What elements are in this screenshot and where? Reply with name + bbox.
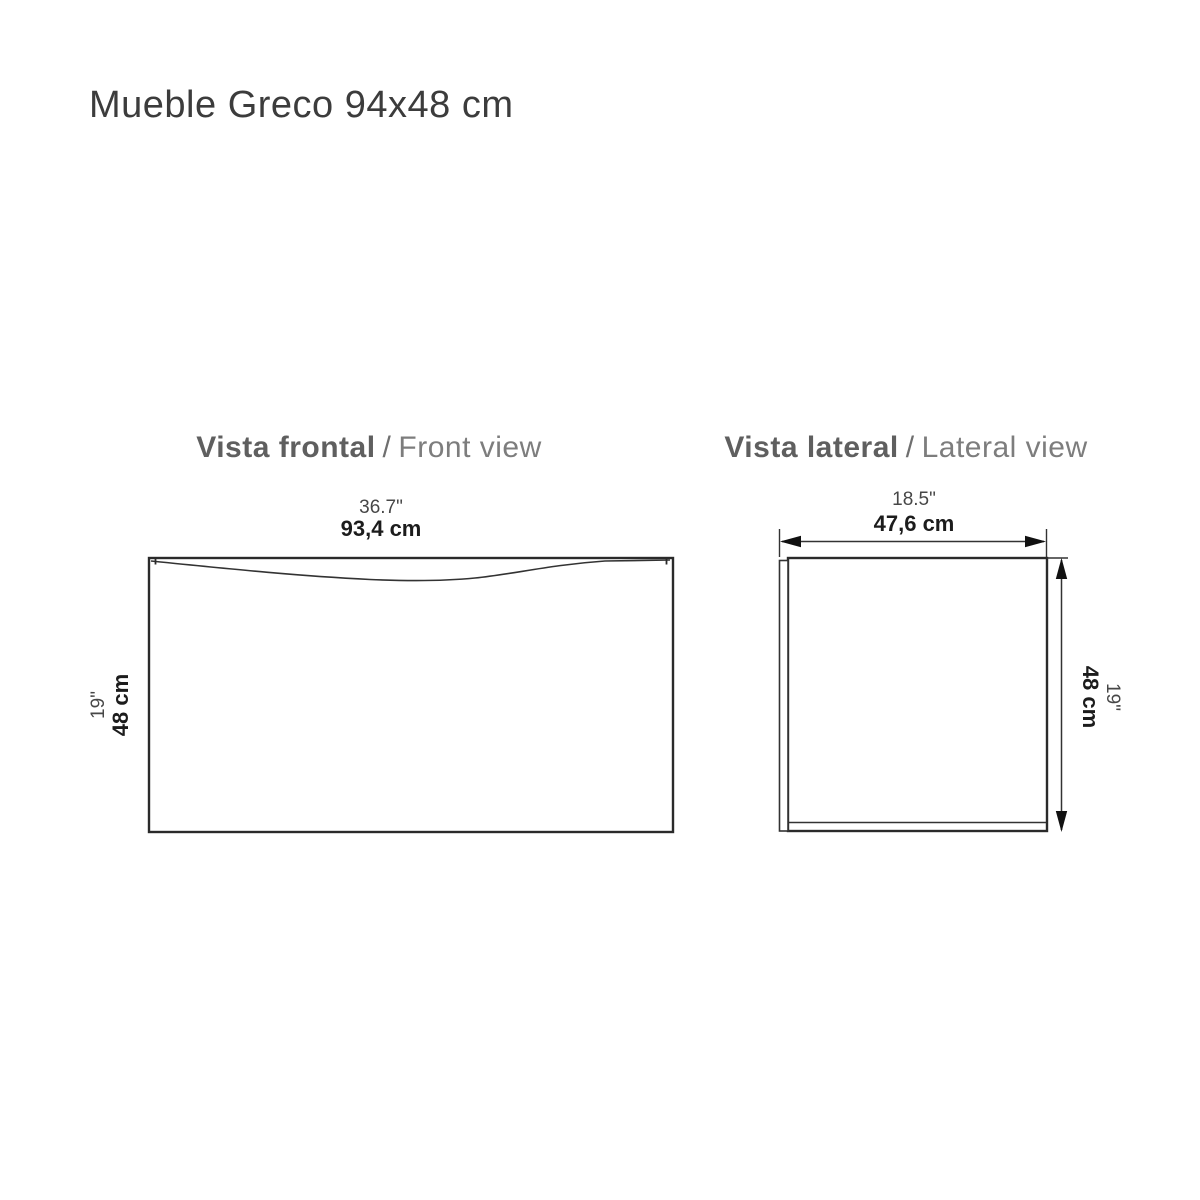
lateral-width-inches-label: 18.5" — [892, 489, 936, 510]
page-title: Mueble Greco 94x48 cm — [89, 84, 514, 126]
arrow-left-icon — [780, 536, 801, 547]
lateral-view-header-separator: / — [905, 431, 915, 464]
arrow-right-icon — [1025, 536, 1046, 547]
arrow-down-icon — [1056, 811, 1067, 832]
lateral-view-outline — [788, 558, 1047, 831]
arrow-up-icon — [1056, 558, 1067, 579]
lateral-view-header-es: Vista lateral — [724, 431, 899, 464]
lateral-front-panel-strip — [780, 561, 789, 832]
lateral-width-cm-label: 47,6 cm — [873, 511, 955, 536]
lateral-view-header-en: Lateral view — [921, 431, 1088, 464]
front-height-inches-label: 19" — [88, 691, 110, 719]
front-view-header-en: Front view — [398, 431, 542, 464]
front-view-outline — [149, 558, 673, 832]
lateral-width-dimension — [780, 529, 1047, 557]
lateral-height-dimension — [1056, 558, 1067, 832]
lateral-view-diagram — [780, 529, 1069, 832]
front-width-inches-label: 36.7" — [359, 497, 403, 518]
front-height-cm-label: 48 cm — [108, 673, 134, 737]
front-view-diagram — [149, 558, 673, 832]
lateral-height-inches-label: 19" — [1101, 683, 1123, 711]
lateral-height-cm-label: 48 cm — [1077, 665, 1103, 729]
front-width-cm-label: 93,4 cm — [340, 516, 422, 541]
front-view-header-separator: / — [382, 431, 392, 464]
front-view-header-es: Vista frontal — [196, 431, 376, 464]
